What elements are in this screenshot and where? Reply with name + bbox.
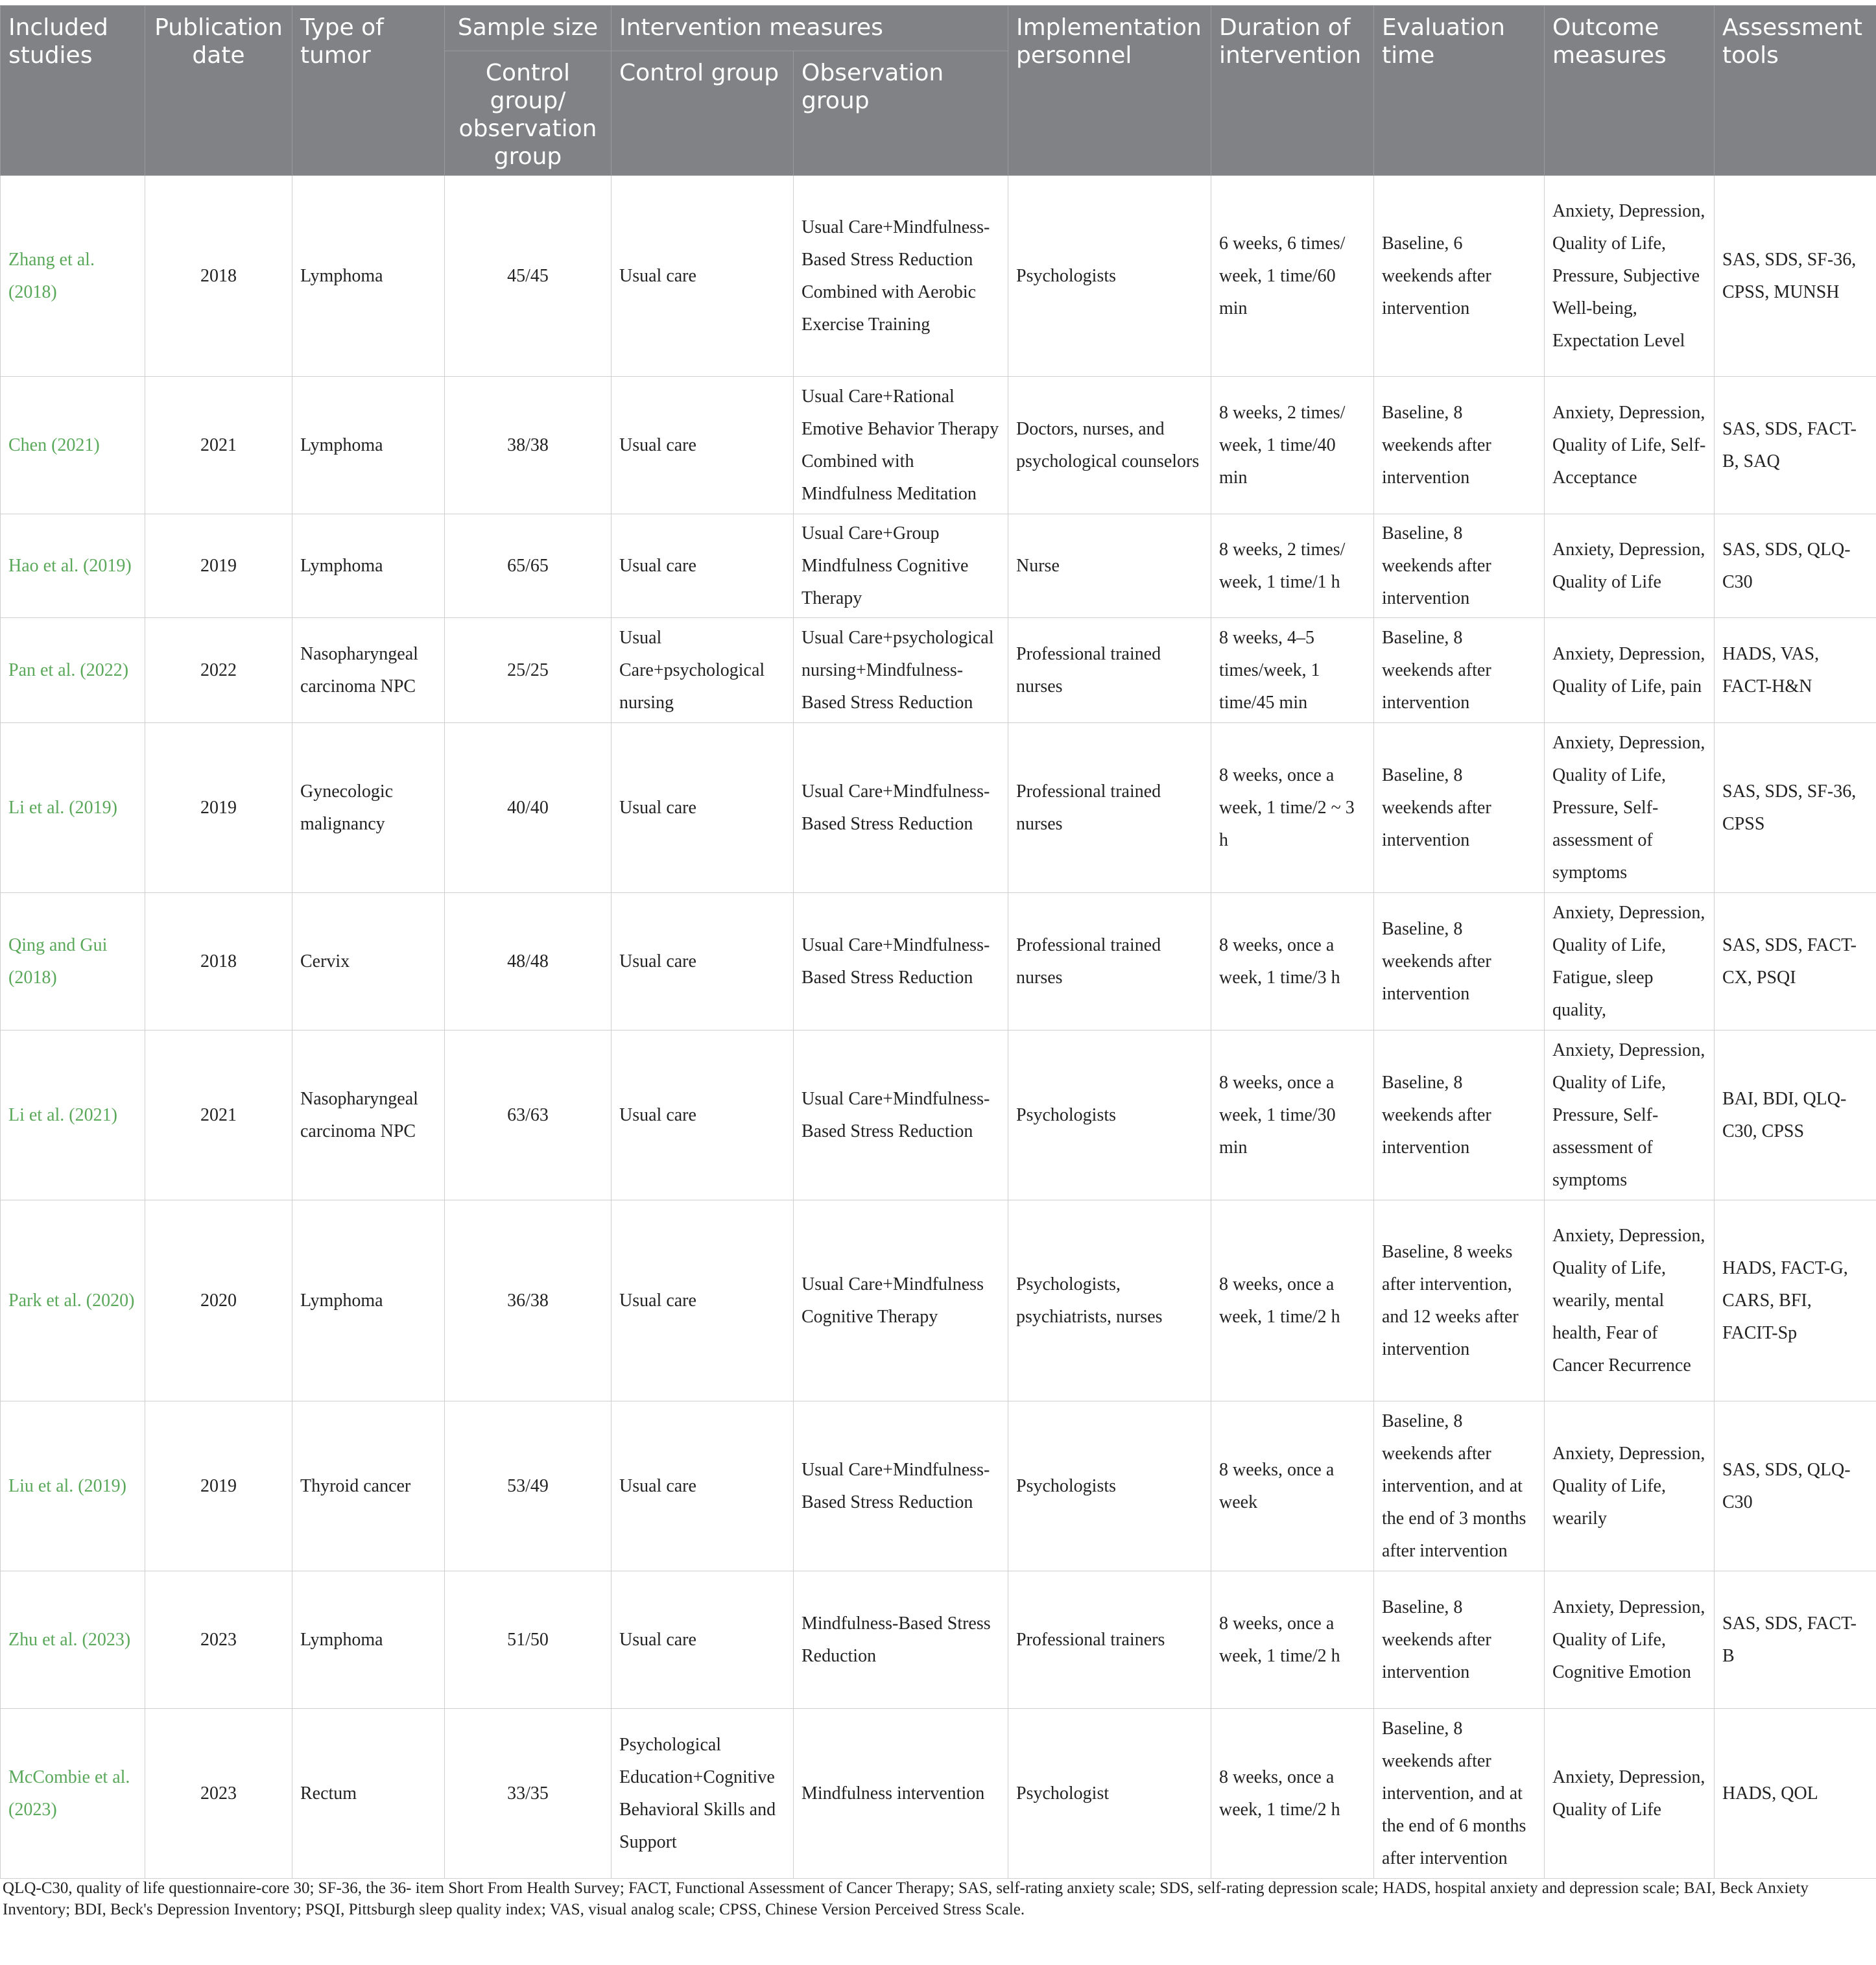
cell-personnel: Professional trained nurses [1008, 618, 1211, 723]
cell-personnel: Nurse [1008, 514, 1211, 618]
cell-personnel: Psychologists, psychiatrists, nurses [1008, 1200, 1211, 1401]
cell-tumor: Lymphoma [292, 1571, 445, 1709]
cell-tumor: Rectum [292, 1709, 445, 1879]
cell-control: Usual care [611, 1030, 794, 1200]
cell-outcomes: Anxiety, Depression, Quality of Life, Pressure, Self-assessment of symptoms [1545, 1030, 1715, 1200]
cell-sample: 53/49 [445, 1401, 611, 1571]
cell-study[interactable]: Zhu et al. (2023) [1, 1571, 145, 1709]
cell-evaluation: Baseline, 8 weekends after intervention, and at the end of 3 months after intervention [1374, 1401, 1545, 1571]
cell-evaluation: Baseline, 8 weekends after intervention [1374, 893, 1545, 1030]
header-sample-size: Sample size [445, 6, 611, 51]
cell-year: 2022 [145, 618, 292, 723]
cell-year: 2020 [145, 1200, 292, 1401]
cell-tumor: Nasopharyngeal carcinoma NPC [292, 1030, 445, 1200]
cell-duration: 8 weeks, once a week, 1 time/2 ~ 3 h [1211, 723, 1374, 893]
cell-outcomes: Anxiety, Depression, Quality of Life, wearily [1545, 1401, 1715, 1571]
cell-observation: Usual Care+Mindfulness-Based Stress Reduction [794, 723, 1008, 893]
cell-observation: Usual Care+Mindfulness-Based Stress Reduction Combined with Aerobic Exercise Training [794, 176, 1008, 377]
cell-sample: 63/63 [445, 1030, 611, 1200]
cell-evaluation: Baseline, 8 weekends after intervention [1374, 723, 1545, 893]
cell-tumor: Lymphoma [292, 176, 445, 377]
cell-sample: 45/45 [445, 176, 611, 377]
table-body [1, 176, 1876, 1879]
cell-outcomes: Anxiety, Depression, Quality of Life, Self-Acceptance [1545, 377, 1715, 514]
header-assessment-tools: Assessment tools [1715, 6, 1876, 176]
cell-control: Usual care [611, 723, 794, 893]
studies-table [0, 5, 1876, 1879]
cell-study[interactable]: McCombie et al. (2023) [1, 1709, 145, 1879]
cell-study[interactable]: Liu et al. (2019) [1, 1401, 145, 1571]
cell-tools: SAS, SDS, SF-36, CPSS [1715, 723, 1876, 893]
cell-personnel: Professional trainers [1008, 1571, 1211, 1709]
cell-year: 2023 [145, 1709, 292, 1879]
cell-control: Usual care [611, 893, 794, 1030]
cell-outcomes: Anxiety, Depression, Quality of Life, Pressure, Self-assessment of symptoms [1545, 723, 1715, 893]
header-duration: Duration of intervention [1211, 6, 1374, 176]
cell-study[interactable]: Qing and Gui (2018) [1, 893, 145, 1030]
header-control-group: Control group [611, 51, 794, 176]
cell-year: 2021 [145, 1030, 292, 1200]
cell-evaluation: Baseline, 8 weekends after intervention [1374, 1030, 1545, 1200]
cell-personnel: Psychologists [1008, 176, 1211, 377]
cell-evaluation: Baseline, 8 weeks after intervention, and 12 weeks after intervention [1374, 1200, 1545, 1401]
cell-control: Usual Care+psychological nursing [611, 618, 794, 723]
cell-observation: Usual Care+Mindfulness Cognitive Therapy [794, 1200, 1008, 1401]
table-row [1, 1571, 1876, 1709]
cell-sample: 33/35 [445, 1709, 611, 1879]
cell-study[interactable]: Li et al. (2021) [1, 1030, 145, 1200]
cell-outcomes: Anxiety, Depression, Quality of Life, wearily, mental health, Fear of Cancer Recurrence [1545, 1200, 1715, 1401]
cell-observation: Usual Care+Rational Emotive Behavior Therapy Combined with Mindfulness Meditation [794, 377, 1008, 514]
cell-evaluation: Baseline, 8 weekends after intervention [1374, 618, 1545, 723]
table-row [1, 176, 1876, 377]
cell-duration: 8 weeks, once a week [1211, 1401, 1374, 1571]
cell-control: Psychological Education+Cognitive Behavioral Skills and Support [611, 1709, 794, 1879]
cell-study[interactable]: Zhang et al. (2018) [1, 176, 145, 377]
cell-study[interactable]: Pan et al. (2022) [1, 618, 145, 723]
header-observation-group: Observation group [794, 51, 1008, 176]
cell-observation: Usual Care+Mindfulness-Based Stress Reduction [794, 1030, 1008, 1200]
cell-evaluation: Baseline, 8 weekends after intervention [1374, 377, 1545, 514]
cell-tools: HADS, QOL [1715, 1709, 1876, 1879]
cell-sample: 25/25 [445, 618, 611, 723]
table-row [1, 377, 1876, 514]
cell-duration: 8 weeks, once a week, 1 time/3 h [1211, 893, 1374, 1030]
cell-tools: BAI, BDI, QLQ-C30, CPSS [1715, 1030, 1876, 1200]
table-row [1, 514, 1876, 618]
header-publication-date: Publication date [145, 6, 292, 176]
cell-duration: 8 weeks, once a week, 1 time/2 h [1211, 1571, 1374, 1709]
cell-duration: 8 weeks, once a week, 1 time/2 h [1211, 1200, 1374, 1401]
cell-observation: Usual Care+Mindfulness-Based Stress Reduction [794, 893, 1008, 1030]
cell-control: Usual care [611, 1200, 794, 1401]
cell-sample: 48/48 [445, 893, 611, 1030]
cell-tumor: Lymphoma [292, 377, 445, 514]
cell-evaluation: Baseline, 8 weekends after intervention [1374, 1571, 1545, 1709]
cell-personnel: Psychologists [1008, 1401, 1211, 1571]
cell-tumor: Cervix [292, 893, 445, 1030]
cell-tumor: Lymphoma [292, 514, 445, 618]
cell-tools: SAS, SDS, QLQ-C30 [1715, 514, 1876, 618]
cell-tumor: Nasopharyngeal carcinoma NPC [292, 618, 445, 723]
cell-year: 2019 [145, 723, 292, 893]
cell-study[interactable]: Chen (2021) [1, 377, 145, 514]
cell-study[interactable]: Li et al. (2019) [1, 723, 145, 893]
cell-tools: HADS, VAS, FACT-H&N [1715, 618, 1876, 723]
cell-control: Usual care [611, 1571, 794, 1709]
cell-personnel: Psychologists [1008, 1030, 1211, 1200]
cell-sample: 36/38 [445, 1200, 611, 1401]
table-row [1, 723, 1876, 893]
cell-year: 2018 [145, 176, 292, 377]
cell-tools: SAS, SDS, SF-36, CPSS, MUNSH [1715, 176, 1876, 377]
cell-outcomes: Anxiety, Depression, Quality of Life, Fatigue, sleep quality, [1545, 893, 1715, 1030]
cell-observation: Mindfulness intervention [794, 1709, 1008, 1879]
cell-outcomes: Anxiety, Depression, Quality of Life [1545, 514, 1715, 618]
cell-sample: 51/50 [445, 1571, 611, 1709]
cell-duration: 8 weeks, once a week, 1 time/30 min [1211, 1030, 1374, 1200]
cell-evaluation: Baseline, 8 weekends after intervention [1374, 514, 1545, 618]
cell-tools: HADS, FACT-G, CARS, BFI, FACIT-Sp [1715, 1200, 1876, 1401]
table-row [1, 1200, 1876, 1401]
table-row [1, 1709, 1876, 1879]
cell-tools: SAS, SDS, FACT-B, SAQ [1715, 377, 1876, 514]
header-intervention-measures: Intervention measures [611, 6, 1008, 51]
cell-tools: SAS, SDS, FACT-CX, PSQI [1715, 893, 1876, 1030]
header-sample-size-sub: Control group/ observation group [445, 51, 611, 176]
cell-personnel: Doctors, nurses, and psychological counselors [1008, 377, 1211, 514]
table-row [1, 893, 1876, 1030]
header-included-studies: Included studies [1, 6, 145, 176]
cell-control: Usual care [611, 176, 794, 377]
cell-sample: 65/65 [445, 514, 611, 618]
cell-outcomes: Anxiety, Depression, Quality of Life [1545, 1709, 1715, 1879]
header-implementation-personnel: Implementation personnel [1008, 6, 1211, 176]
header-evaluation-time: Evaluation time [1374, 6, 1545, 176]
cell-study[interactable]: Park et al. (2020) [1, 1200, 145, 1401]
cell-tumor: Thyroid cancer [292, 1401, 445, 1571]
cell-outcomes: Anxiety, Depression, Quality of Life, pain [1545, 618, 1715, 723]
cell-tools: SAS, SDS, QLQ-C30 [1715, 1401, 1876, 1571]
cell-evaluation: Baseline, 6 weekends after intervention [1374, 176, 1545, 377]
cell-duration: 8 weeks, 2 times/ week, 1 time/40 min [1211, 377, 1374, 514]
cell-duration: 8 weeks, 4–5 times/week, 1 time/45 min [1211, 618, 1374, 723]
table-row [1, 618, 1876, 723]
cell-duration: 8 weeks, 2 times/ week, 1 time/1 h [1211, 514, 1374, 618]
table-row [1, 1401, 1876, 1571]
cell-personnel: Psychologist [1008, 1709, 1211, 1879]
cell-sample: 40/40 [445, 723, 611, 893]
cell-year: 2023 [145, 1571, 292, 1709]
cell-sample: 38/38 [445, 377, 611, 514]
table-footnote: QLQ-C30, quality of life questionnaire-core 30; SF-36, the 36- item Short From Health Survey; FACT, Functional Assessment of Cancer Therapy; SAS, self-rating anxiety scale; SDS, self-rating depression scale; HADS, hospital anxiety and depression scale; BAI, Beck Anxiety Inventory; BDI, Beck's Depression Inventory; PSQI, Pittsburgh sleep quality index; VAS, visual analog scale; CPSS, Chinese Version Perceived Stress Scale. [3, 1879, 1809, 1918]
table-row [1, 1030, 1876, 1200]
table-header [1, 6, 1876, 176]
cell-personnel: Professional trained nurses [1008, 723, 1211, 893]
cell-control: Usual care [611, 377, 794, 514]
cell-year: 2019 [145, 1401, 292, 1571]
cell-evaluation: Baseline, 8 weekends after intervention, and at the end of 6 months after intervention [1374, 1709, 1545, 1879]
header-type-of-tumor: Type of tumor [292, 6, 445, 176]
cell-outcomes: Anxiety, Depression, Quality of Life, Cognitive Emotion [1545, 1571, 1715, 1709]
cell-control: Usual care [611, 514, 794, 618]
cell-year: 2019 [145, 514, 292, 618]
cell-duration: 8 weeks, once a week, 1 time/2 h [1211, 1709, 1374, 1879]
cell-observation: Mindfulness-Based Stress Reduction [794, 1571, 1008, 1709]
cell-observation: Usual Care+Mindfulness-Based Stress Reduction [794, 1401, 1008, 1571]
cell-observation: Usual Care+psychological nursing+Mindfulness-Based Stress Reduction [794, 618, 1008, 723]
header-outcome-measures: Outcome measures [1545, 6, 1715, 176]
cell-tumor: Gynecologic malignancy [292, 723, 445, 893]
cell-study[interactable]: Hao et al. (2019) [1, 514, 145, 618]
cell-year: 2018 [145, 893, 292, 1030]
cell-tools: SAS, SDS, FACT-B [1715, 1571, 1876, 1709]
cell-observation: Usual Care+Group Mindfulness Cognitive Therapy [794, 514, 1008, 618]
cell-personnel: Professional trained nurses [1008, 893, 1211, 1030]
cell-control: Usual care [611, 1401, 794, 1571]
cell-year: 2021 [145, 377, 292, 514]
cell-tumor: Lymphoma [292, 1200, 445, 1401]
cell-outcomes: Anxiety, Depression, Quality of Life, Pressure, Subjective Well-being, Expectation Level [1545, 176, 1715, 377]
cell-duration: 6 weeks, 6 times/ week, 1 time/60 min [1211, 176, 1374, 377]
